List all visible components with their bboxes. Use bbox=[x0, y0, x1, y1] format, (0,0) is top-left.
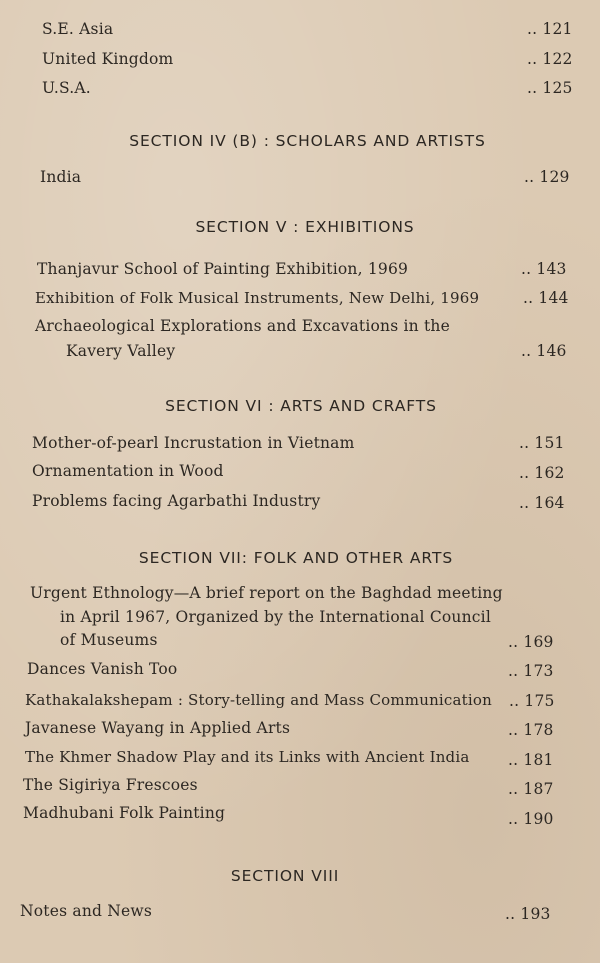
toc-entry-page: .. 187 bbox=[508, 780, 554, 798]
toc-entry-title: Kathakalakshepam : Story-telling and Mass Communication bbox=[25, 691, 492, 709]
toc-entry-title: Dances Vanish Too bbox=[27, 660, 178, 678]
toc-entry-title: S.E. Asia bbox=[42, 20, 114, 38]
toc-entry-page: .. 129 bbox=[524, 168, 570, 186]
toc-entry-page: .. 151 bbox=[519, 434, 565, 452]
toc-entry-page: .. 125 bbox=[527, 79, 573, 97]
toc-entry-title: Javanese Wayang in Applied Arts bbox=[25, 719, 291, 737]
toc-entry-page: .. 162 bbox=[519, 464, 565, 482]
toc-entry-continuation: in April 1967, Organized by the International Council bbox=[60, 608, 491, 626]
toc-entry-title: Notes and News bbox=[20, 902, 153, 920]
toc-entry-title: United Kingdom bbox=[42, 50, 174, 68]
toc-entry-page: .. 143 bbox=[521, 260, 567, 278]
toc-entry-page: .. 193 bbox=[505, 905, 551, 923]
toc-entry-page: .. 144 bbox=[523, 289, 569, 307]
toc-entry-title: The Khmer Shadow Play and its Links with Ancient India bbox=[25, 748, 470, 766]
section-heading: SECTION VIII bbox=[230, 867, 340, 885]
section-heading: SECTION V : EXHIBITIONS bbox=[195, 218, 415, 236]
toc-entry-continuation: Kavery Valley bbox=[66, 342, 176, 360]
toc-entry-page: .. 173 bbox=[508, 662, 554, 680]
toc-entry-title: Thanjavur School of Painting Exhibition, 1969 bbox=[37, 260, 409, 278]
toc-entry-page: .. 122 bbox=[527, 50, 573, 68]
toc-entry-page: .. 190 bbox=[508, 810, 554, 828]
section-heading: SECTION VI : ARTS AND CRAFTS bbox=[165, 397, 437, 415]
section-heading: SECTION IV (B) : SCHOLARS AND ARTISTS bbox=[129, 132, 486, 150]
toc-entry-page: .. 178 bbox=[508, 721, 554, 739]
toc-entry-title: Problems facing Agarbathi Industry bbox=[32, 492, 321, 510]
toc-entry-page: .. 121 bbox=[527, 20, 573, 38]
toc-entry-title: Mother-of-pearl Incrustation in Vietnam bbox=[32, 434, 355, 452]
toc-entry-page: .. 164 bbox=[519, 494, 565, 512]
toc-entry-page: .. 175 bbox=[509, 692, 555, 710]
toc-entry-title: India bbox=[40, 168, 82, 186]
toc-entry-title: Archaeological Explorations and Excavations in the bbox=[35, 317, 450, 335]
toc-entry-title: Exhibition of Folk Musical Instruments, New Delhi, 1969 bbox=[35, 289, 480, 307]
toc-entry-page: .. 181 bbox=[508, 751, 554, 769]
toc-entry-title: U.S.A. bbox=[42, 79, 91, 97]
toc-entry-continuation: of Museums bbox=[60, 631, 158, 649]
toc-entry-title: Madhubani Folk Painting bbox=[23, 804, 226, 822]
toc-entry-title: The Sigiriya Frescoes bbox=[23, 776, 198, 794]
section-heading: SECTION VII: FOLK AND OTHER ARTS bbox=[138, 549, 454, 567]
toc-entry-page: .. 169 bbox=[508, 633, 554, 651]
toc-entry-title: Urgent Ethnology—A brief report on the Baghdad meeting bbox=[30, 584, 503, 602]
toc-entry-page: .. 146 bbox=[521, 342, 567, 360]
toc-entry-title: Ornamentation in Wood bbox=[32, 462, 224, 480]
